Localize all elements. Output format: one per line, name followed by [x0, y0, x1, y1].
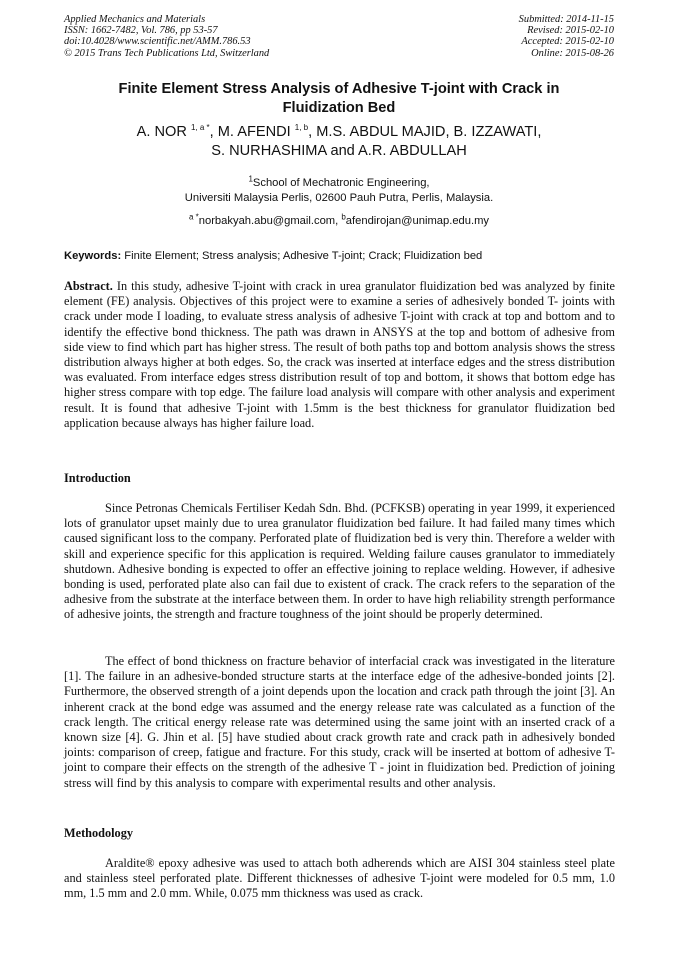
author-emails — [70, 214, 608, 229]
journal-info — [64, 14, 269, 59]
affiliation-line-2: Universiti Malaysia Perlis, 02600 Pauh Putra, Perlis, Malaysia. — [184, 192, 494, 204]
author-afendi: , M. AFENDI — [209, 124, 295, 140]
journal-copyright: © 2015 Trans Tech Publications Ltd, Switzerland — [64, 47, 270, 59]
keywords-label: Keywords: — [64, 250, 122, 262]
journal-doi: doi:10.4028/www.scientific.net/AMM.786.53 — [64, 36, 251, 48]
affiliation-marker: 1 — [248, 174, 253, 184]
affiliation — [70, 176, 608, 206]
introduction-heading: Introduction — [64, 471, 131, 485]
abstract-label: Abstract. — [64, 279, 113, 293]
author-line-2: S. NURHASHIMA and A.R. ABDULLAH — [211, 143, 467, 159]
email-a-marker: a * — [188, 212, 199, 222]
introduction-paragraph-1: Since Petronas Chemicals Fertiliser Kedah Sdn. Bhd. (PCFKSB) operating in year 1999, it experienced lots of granulator upset mainly due to urea granulator fluidization bed failure. It had failed many times which caused significant loss to the company. Perforated plate of fluidization bed is very thin. Therefore a welder with skill and experience specific for this application is required. Welding failure causes granulator to immediately shutdown. Adhesive bonding is expected to offer an effective joining to replace welding. However, if adhesive bonding is used, perforated plate also can fail due to existent of crack. The crack refers to the separation of the adhesive from the substrate at the interface between them. In order to have high reliability strength performance of adhesive joints, the strength and fracture toughness of the joint should be properly determined. — [64, 501, 615, 622]
author-nor: A. NOR — [136, 124, 191, 140]
revised-date: Revised: 2015-02-10 — [527, 25, 614, 37]
online-date: Online: 2015-08-26 — [531, 47, 614, 59]
affiliation-school: School of Mechatronic Engineering, — [252, 177, 430, 189]
author-line-1 — [70, 123, 608, 142]
affiliation-line-1 — [70, 176, 608, 191]
methodology-paragraph-1: Araldite® epoxy adhesive was used to attach both adherends which are AISI 304 stainless steel plate and stainless steel perforated plate. Different thicknesses of adhesive T-joint were modeled for 0.5 mm, 1.0 mm, 1.5 mm and 2.0 mm. While, 0.075 mm thickness was used as crack. — [64, 856, 615, 901]
author-list — [70, 123, 608, 161]
author-others: , M.S. ABDUL MAJID, B. IZZAWATI, — [308, 124, 542, 140]
abstract — [64, 279, 615, 431]
introduction-paragraph-2: The effect of bond thickness on fracture behavior of interfacial crack was investigated in the literature [1]. The failure in an adhesive-bonded structure starts at the interface edge of the adhesive-bonded joints [2]. Furthermore, the observed strength of a joint depends upon the location and crack path through the joint [3]. An inherent crack at the bond edge was assumed and the energy release rate was calculated as a function of the crack length. The critical energy release rate was determined using the same joint with an inserted crack of a known size [4]. G. Jhin et al. [5] have studied about crack growth rate and crack path in adhesively bonded joints: comparison of creep, fatigue and fracture. For this study, crack will be inserted at bottom of adhesive T-joint to compare their effects on the strength of the adhesive T - joint in fluidization bed. Prediction of joining stress will find by this analysis to compare with experimental results and other analysis. — [64, 654, 615, 790]
title-line-2: Fluidization Bed — [282, 100, 396, 116]
paper-title — [70, 80, 608, 118]
email-b[interactable]: afendirojan@unimap.edu.my — [345, 215, 490, 227]
accepted-date: Accepted: 2015-02-10 — [521, 36, 614, 48]
abstract-text: In this study, adhesive T-joint with crack in urea granulator fluidization bed was analyzed by finite element (FE) analysis. Objectives of this project were to examine a series of adhesively bonded T- joints with crack under mode I loading, to evaluate stress analysis of adhesive T-joint with crack at top and bottom and to identify the effective bond thickness. The path was drawn in ANSYS at the top and bottom of adhesive from side view to find which part has higher stress. The result of both paths top and bottom analysis shows the stress distribution always higher at both edges. So, the crack was inserted at interface edges and the stress distribution was evaluated. From interface edges stress distribution result of top and bottom, it shows that bottom edge has higher stress compare with top edge. The failure load analysis will compare with other analysis and experiment result. It is found that adhesive T-joint with 1.5mm is the best thickness for granulator fluidization bed application because always has higher failure load. — [64, 279, 615, 430]
email-b-marker: b — [341, 212, 346, 222]
keywords — [64, 249, 616, 264]
methodology-heading: Methodology — [64, 826, 133, 840]
journal-issn: ISSN: 1662-7482, Vol. 786, pp 53-57 — [64, 25, 218, 37]
author-nor-affil: 1, a * — [190, 123, 210, 133]
title-line-1: Finite Element Stress Analysis of Adhesive T-joint with Crack in — [118, 81, 560, 97]
author-afendi-affil: 1, b — [294, 123, 309, 133]
email-a[interactable]: norbakyah.abu@gmail.com, — [198, 215, 342, 227]
journal-name: Applied Mechanics and Materials — [64, 14, 206, 25]
submitted-date: Submitted: 2014-11-15 — [518, 14, 614, 25]
keywords-text: Finite Element; Stress analysis; Adhesive T-joint; Crack; Fluidization bed — [121, 250, 483, 262]
submission-dates — [519, 14, 614, 59]
